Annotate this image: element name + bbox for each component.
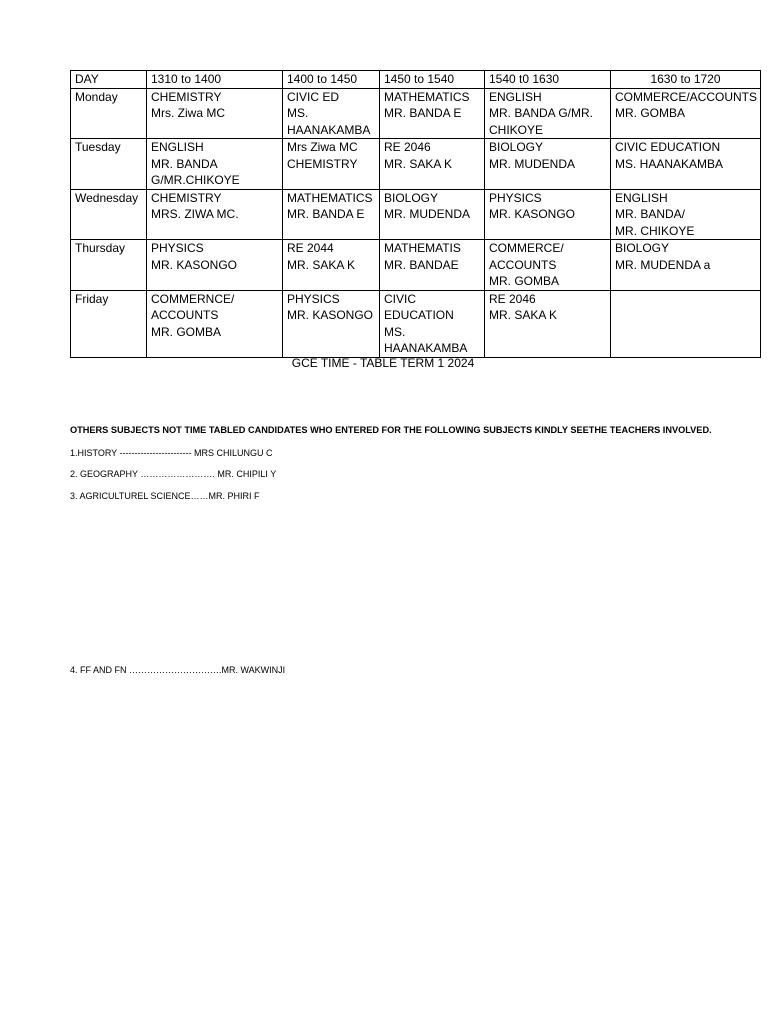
header-cell-period-3: 1450 to 1540 <box>380 71 485 89</box>
lesson-cell: CIVIC EDUCATION MS. HAANAKAMBA <box>611 139 761 190</box>
other-subject-geography: 2. GEOGRAPHY ……………………. MR. CHIPILI Y <box>70 469 277 479</box>
table-row-thursday <box>71 240 761 291</box>
lesson-cell: PHYSICS MR. KASONGO <box>147 240 283 291</box>
lesson-cell: CHEMISTRY MRS. ZIWA MC. <box>147 189 283 240</box>
other-subject-agriculture: 3. AGRICULTUREL SCIENCE……MR. PHIRI F <box>70 491 260 501</box>
timetable-header-row <box>71 71 761 89</box>
lesson-cell <box>611 290 761 357</box>
lesson-cell: MATHEMATICS MR. BANDA E <box>283 189 380 240</box>
lesson-cell: Mrs Ziwa MC CHEMISTRY <box>283 139 380 190</box>
table-row-tuesday <box>71 139 761 190</box>
lesson-cell: BIOLOGY MR. MUDENDA <box>485 139 611 190</box>
lesson-cell: CHEMISTRY Mrs. Ziwa MC <box>147 88 283 139</box>
lesson-cell: MATHEMATIS MR. BANDAE <box>380 240 485 291</box>
header-cell-period-5: 1630 to 1720 <box>611 71 761 89</box>
day-cell: Friday <box>71 290 147 357</box>
header-cell-period-1: 1310 to 1400 <box>147 71 283 89</box>
header-cell-day: DAY <box>71 71 147 89</box>
lesson-cell: RE 2046 MR. SAKA K <box>380 139 485 190</box>
lesson-cell: CIVIC ED MS. HAANAKAMBA <box>283 88 380 139</box>
lesson-cell: RE 2046 MR. SAKA K <box>485 290 611 357</box>
lesson-cell: ENGLISH MR. BANDA G/MR.CHIKOYE <box>147 139 283 190</box>
notice-heading: OTHERS SUBJECTS NOT TIME TABLED CANDIDATES WHO ENTERED FOR THE FOLLOWING SUBJECTS KINDLY SEETHE TEACHERS INVOLVED. <box>70 425 712 435</box>
lesson-cell: COMMERCE/ACCOUNTS MR. GOMBA <box>611 88 761 139</box>
lesson-cell: COMMERNCE/ ACCOUNTS MR. GOMBA <box>147 290 283 357</box>
lesson-cell: ENGLISH MR. BANDA/ MR. CHIKOYE <box>611 189 761 240</box>
other-subject-ff-fn: 4. FF AND FN ………………………….MR. WAKWINJI <box>70 665 286 675</box>
day-cell: Thursday <box>71 240 147 291</box>
lesson-cell: CIVIC EDUCATION MS. HAANAKAMBA <box>380 290 485 357</box>
lesson-cell: MATHEMATICS MR. BANDA E <box>380 88 485 139</box>
table-row-wednesday <box>71 189 761 240</box>
table-row-monday <box>71 88 761 139</box>
lesson-cell: ENGLISH MR. BANDA G/MR. CHIKOYE <box>485 88 611 139</box>
table-row-friday <box>71 290 761 357</box>
day-cell: Monday <box>71 88 147 139</box>
header-cell-period-2: 1400 to 1450 <box>283 71 380 89</box>
header-cell-period-4: 1540 t0 1630 <box>485 71 611 89</box>
timetable-caption: GCE TIME - TABLE TERM 1 2024 <box>291 356 475 370</box>
lesson-cell: RE 2044 MR. SAKA K <box>283 240 380 291</box>
lesson-cell: BIOLOGY MR. MUDENDA <box>380 189 485 240</box>
timetable <box>70 70 761 358</box>
lesson-cell: PHYSICS MR. KASONGO <box>485 189 611 240</box>
lesson-cell: COMMERCE/ ACCOUNTS MR. GOMBA <box>485 240 611 291</box>
lesson-cell: PHYSICS MR. KASONGO <box>283 290 380 357</box>
lesson-cell: BIOLOGY MR. MUDENDA a <box>611 240 761 291</box>
other-subject-history: 1.HISTORY ------------------------ MRS CHILUNGU C <box>70 448 273 458</box>
day-cell: Tuesday <box>71 139 147 190</box>
day-cell: Wednesday <box>71 189 147 240</box>
